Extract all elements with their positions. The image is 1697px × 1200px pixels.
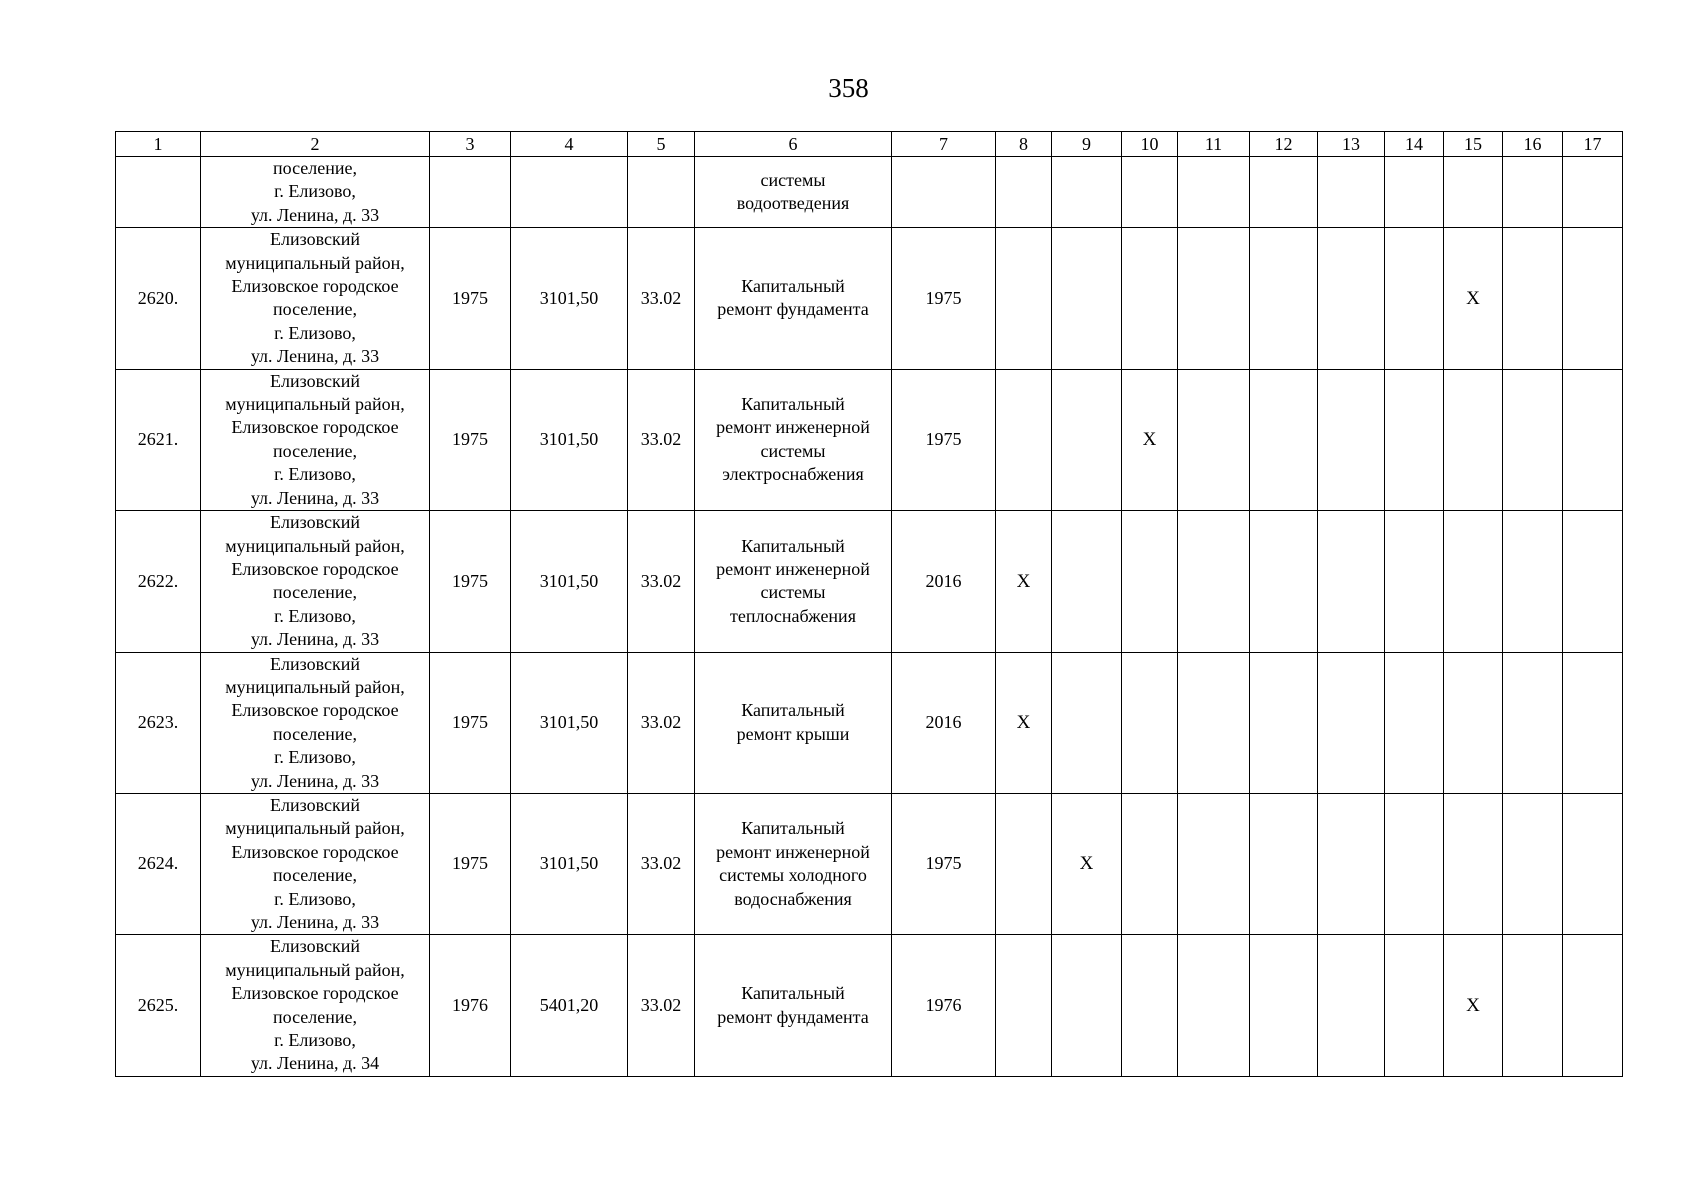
mark-cell: X xyxy=(996,652,1052,793)
column-number: 5 xyxy=(628,132,695,157)
mark-cell xyxy=(1444,652,1503,793)
mark-cell xyxy=(1178,157,1250,228)
mark-cell xyxy=(996,935,1052,1076)
mark-cell xyxy=(1052,369,1122,510)
year-cell: 1975 xyxy=(430,652,511,793)
mark-cell xyxy=(1385,228,1444,369)
mark-cell xyxy=(1052,935,1122,1076)
column-number: 16 xyxy=(1503,132,1563,157)
mark-cell xyxy=(1250,157,1318,228)
code-cell: 33.02 xyxy=(628,511,695,652)
column-number: 2 xyxy=(201,132,430,157)
mark-cell xyxy=(996,369,1052,510)
mark-cell xyxy=(1250,228,1318,369)
mark-cell xyxy=(1318,228,1385,369)
table-row xyxy=(116,652,1623,793)
mark-cell xyxy=(1250,511,1318,652)
mark-cell: X xyxy=(1444,935,1503,1076)
address-cell: Елизовский муниципальный район, Елизовское городское поселение, г. Елизово, ул. Ленина, д. 33 xyxy=(201,511,430,652)
mark-cell xyxy=(1563,157,1623,228)
mark-cell xyxy=(1385,511,1444,652)
row-number-cell: 2623. xyxy=(116,652,201,793)
area-cell: 3101,50 xyxy=(511,793,628,934)
mark-cell xyxy=(1250,793,1318,934)
mark-cell xyxy=(1178,935,1250,1076)
area-cell: 3101,50 xyxy=(511,652,628,793)
mark-cell xyxy=(1250,935,1318,1076)
work-type-cell: Капитальный ремонт крыши xyxy=(695,652,892,793)
year-cell: 1976 xyxy=(430,935,511,1076)
work-type-cell: Капитальный ремонт фундамента xyxy=(695,935,892,1076)
mark-cell xyxy=(1318,157,1385,228)
column-number: 11 xyxy=(1178,132,1250,157)
mark-cell xyxy=(1178,228,1250,369)
work-type-cell: Капитальный ремонт инженерной системы электроснабжения xyxy=(695,369,892,510)
mark-cell xyxy=(1122,157,1178,228)
mark-cell xyxy=(996,157,1052,228)
mark-cell xyxy=(1052,228,1122,369)
mark-cell xyxy=(1444,511,1503,652)
mark-cell xyxy=(1318,511,1385,652)
column-number: 13 xyxy=(1318,132,1385,157)
column-number: 9 xyxy=(1052,132,1122,157)
address-cell: Елизовский муниципальный район, Елизовское городское поселение, г. Елизово, ул. Ленина, д. 33 xyxy=(201,652,430,793)
column-number: 7 xyxy=(892,132,996,157)
table-row xyxy=(116,793,1623,934)
mark-cell xyxy=(1444,369,1503,510)
mark-cell xyxy=(1122,228,1178,369)
mark-cell xyxy=(1122,511,1178,652)
planned-year-cell: 2016 xyxy=(892,511,996,652)
work-type-cell: системы водоотведения xyxy=(695,157,892,228)
mark-cell xyxy=(1503,369,1563,510)
mark-cell xyxy=(1563,935,1623,1076)
capital-repair-table xyxy=(115,131,1623,1077)
address-cell: Елизовский муниципальный район, Елизовское городское поселение, г. Елизово, ул. Ленина, д. 33 xyxy=(201,228,430,369)
mark-cell xyxy=(996,228,1052,369)
mark-cell xyxy=(1563,511,1623,652)
address-cell: поселение, г. Елизово, ул. Ленина, д. 33 xyxy=(201,157,430,228)
row-number-cell: 2624. xyxy=(116,793,201,934)
area-cell: 3101,50 xyxy=(511,228,628,369)
table-row xyxy=(116,369,1623,510)
mark-cell xyxy=(1250,369,1318,510)
address-cell: Елизовский муниципальный район, Елизовское городское поселение, г. Елизово, ул. Ленина, д. 33 xyxy=(201,793,430,934)
mark-cell xyxy=(1503,511,1563,652)
mark-cell xyxy=(1318,652,1385,793)
column-number: 12 xyxy=(1250,132,1318,157)
mark-cell xyxy=(1318,369,1385,510)
planned-year-cell: 2016 xyxy=(892,652,996,793)
mark-cell: X xyxy=(1052,793,1122,934)
mark-cell xyxy=(1444,793,1503,934)
mark-cell xyxy=(1122,793,1178,934)
code-cell: 33.02 xyxy=(628,935,695,1076)
mark-cell xyxy=(1503,157,1563,228)
mark-cell xyxy=(1503,228,1563,369)
continuation-row xyxy=(116,157,1623,228)
mark-cell xyxy=(1178,652,1250,793)
row-number-cell: 2620. xyxy=(116,228,201,369)
planned-year-cell xyxy=(892,157,996,228)
mark-cell: X xyxy=(1444,228,1503,369)
column-number-row xyxy=(116,132,1623,157)
column-number: 3 xyxy=(430,132,511,157)
mark-cell xyxy=(1052,652,1122,793)
table-row xyxy=(116,935,1623,1076)
mark-cell xyxy=(1385,793,1444,934)
mark-cell xyxy=(1052,157,1122,228)
mark-cell xyxy=(1563,228,1623,369)
address-cell: Елизовский муниципальный район, Елизовское городское поселение, г. Елизово, ул. Ленина, д. 34 xyxy=(201,935,430,1076)
column-number: 8 xyxy=(996,132,1052,157)
row-number-cell: 2621. xyxy=(116,369,201,510)
work-type-cell: Капитальный ремонт инженерной системы теплоснабжения xyxy=(695,511,892,652)
area-cell: 3101,50 xyxy=(511,511,628,652)
area-cell: 3101,50 xyxy=(511,369,628,510)
area-cell xyxy=(511,157,628,228)
mark-cell xyxy=(1178,369,1250,510)
mark-cell xyxy=(1318,935,1385,1076)
code-cell: 33.02 xyxy=(628,228,695,369)
column-number: 4 xyxy=(511,132,628,157)
code-cell: 33.02 xyxy=(628,652,695,793)
mark-cell xyxy=(1444,157,1503,228)
mark-cell xyxy=(1503,652,1563,793)
mark-cell xyxy=(1503,935,1563,1076)
code-cell: 33.02 xyxy=(628,793,695,934)
planned-year-cell: 1976 xyxy=(892,935,996,1076)
code-cell: 33.02 xyxy=(628,369,695,510)
row-number-cell: 2625. xyxy=(116,935,201,1076)
column-number: 17 xyxy=(1563,132,1623,157)
area-cell: 5401,20 xyxy=(511,935,628,1076)
planned-year-cell: 1975 xyxy=(892,228,996,369)
year-cell: 1975 xyxy=(430,228,511,369)
column-number: 6 xyxy=(695,132,892,157)
mark-cell xyxy=(1122,935,1178,1076)
address-cell: Елизовский муниципальный район, Елизовское городское поселение, г. Елизово, ул. Ленина, д. 33 xyxy=(201,369,430,510)
year-cell xyxy=(430,157,511,228)
year-cell: 1975 xyxy=(430,511,511,652)
mark-cell: X xyxy=(1122,369,1178,510)
row-number-cell xyxy=(116,157,201,228)
mark-cell xyxy=(1178,793,1250,934)
page-number: 358 xyxy=(828,73,869,103)
mark-cell: X xyxy=(996,511,1052,652)
mark-cell xyxy=(1122,652,1178,793)
work-type-cell: Капитальный ремонт фундамента xyxy=(695,228,892,369)
row-number-cell: 2622. xyxy=(116,511,201,652)
mark-cell xyxy=(1178,511,1250,652)
mark-cell xyxy=(1385,935,1444,1076)
mark-cell xyxy=(1563,652,1623,793)
column-number: 14 xyxy=(1385,132,1444,157)
column-number: 1 xyxy=(116,132,201,157)
planned-year-cell: 1975 xyxy=(892,369,996,510)
mark-cell xyxy=(1385,652,1444,793)
year-cell: 1975 xyxy=(430,793,511,934)
mark-cell xyxy=(1250,652,1318,793)
mark-cell xyxy=(996,793,1052,934)
mark-cell xyxy=(1563,369,1623,510)
planned-year-cell: 1975 xyxy=(892,793,996,934)
code-cell xyxy=(628,157,695,228)
table-row xyxy=(116,228,1623,369)
mark-cell xyxy=(1385,369,1444,510)
mark-cell xyxy=(1052,511,1122,652)
mark-cell xyxy=(1318,793,1385,934)
work-type-cell: Капитальный ремонт инженерной системы холодного водоснабжения xyxy=(695,793,892,934)
mark-cell xyxy=(1503,793,1563,934)
year-cell: 1975 xyxy=(430,369,511,510)
column-number: 15 xyxy=(1444,132,1503,157)
column-number: 10 xyxy=(1122,132,1178,157)
mark-cell xyxy=(1563,793,1623,934)
mark-cell xyxy=(1385,157,1444,228)
table-row xyxy=(116,511,1623,652)
